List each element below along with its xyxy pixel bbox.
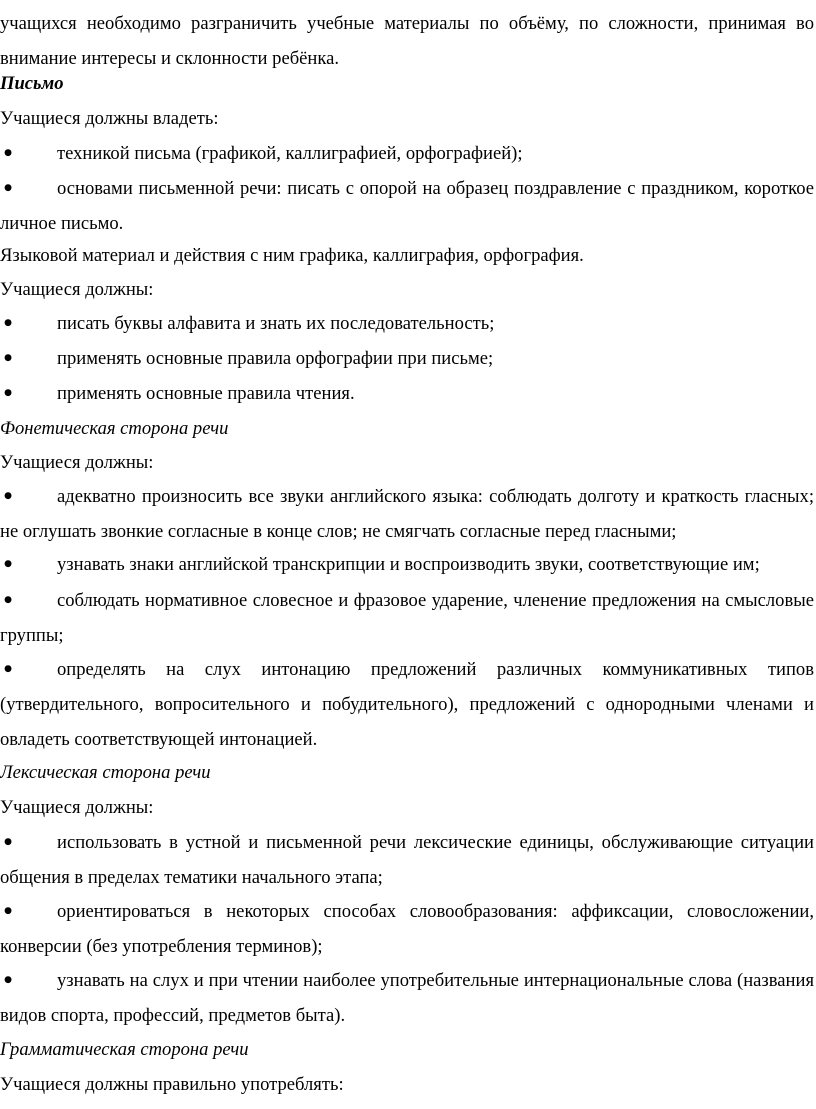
list-item bbox=[0, 376, 814, 411]
bullet-icon: ● bbox=[4, 837, 12, 847]
list-item bbox=[0, 963, 814, 1033]
list-item-text: адекватно произносить все звуки английского языка: соблюдать долготу и краткость гласных; не оглушать звонкие согласные в конце слов; не смягчать согласные перед гласными; bbox=[0, 486, 814, 542]
list-item-text: техникой письма (графикой, каллиграфией, орфографией); bbox=[57, 143, 523, 164]
intro-paragraph: учащихся необходимо разграничить учебные материалы по объёму, по сложности, принимая во внимание интересы и склонности ребёнка. bbox=[0, 13, 814, 69]
bullet-icon: ● bbox=[4, 559, 12, 569]
list-item-text: определять на слух интонацию предложений различных коммуникативных типов (утвердительного, вопросительного и побудительного), предложений с однородными членами и овладеть соответствующей интонацией. bbox=[0, 659, 814, 750]
list-item-text: узнавать знаки английской транскрипции и воспроизводить звуки, соответствующие им; bbox=[57, 554, 760, 575]
list-item-text: узнавать на слух и при чтении наиболее употребительные интернациональные слова (названия видов спорта, профессий, предметов быта). bbox=[0, 970, 814, 1026]
list-item bbox=[0, 341, 814, 376]
bullet-icon: ● bbox=[4, 664, 12, 674]
paragraph-dolzhny-2: Учащиеся должны: bbox=[0, 452, 154, 473]
paragraph-yazyk: Языковой материал и действия с ним графика, каллиграфия, орфография. bbox=[0, 245, 584, 266]
bullet-icon: ● bbox=[4, 318, 12, 328]
list-item bbox=[0, 479, 814, 549]
list-item bbox=[0, 825, 814, 895]
list-item-text: соблюдать нормативное словесное и фразовое ударение, членение предложения на смысловые группы; bbox=[0, 590, 814, 646]
list-item-text: ориентироваться в некоторых способах словообразования: аффиксации, словосложении, конверсии (без употребления терминов); bbox=[0, 901, 814, 957]
list-item bbox=[0, 171, 814, 241]
paragraph-upotreblyat: Учащиеся должны правильно употреблять: bbox=[0, 1074, 344, 1095]
list-item bbox=[0, 547, 814, 582]
list-item bbox=[0, 306, 814, 341]
bullet-icon: ● bbox=[4, 353, 12, 363]
list-item bbox=[0, 894, 814, 964]
list-item-text: основами письменной речи: писать с опорой на образец поздравление с праздником, короткое личное письмо. bbox=[0, 178, 814, 234]
bullet-icon: ● bbox=[4, 906, 12, 916]
heading-pismo: Письмо bbox=[0, 73, 64, 94]
list-item bbox=[0, 583, 814, 653]
bullet-icon: ● bbox=[4, 595, 12, 605]
heading-leksika: Лексическая сторона речи bbox=[0, 762, 211, 783]
paragraph-dolzhny-3: Учащиеся должны: bbox=[0, 797, 154, 818]
bullet-icon: ● bbox=[4, 148, 12, 158]
bullet-icon: ● bbox=[4, 491, 12, 501]
heading-grammatika: Грамматическая сторона речи bbox=[0, 1039, 249, 1060]
list-item-text: использовать в устной и письменной речи лексические единицы, обслуживающие ситуации общения в пределах тематики начального этапа; bbox=[0, 832, 814, 888]
heading-fonetika: Фонетическая сторона речи bbox=[0, 418, 229, 439]
list-item-text: применять основные правила орфографии при письме; bbox=[57, 348, 494, 369]
bullet-icon: ● bbox=[4, 975, 12, 985]
list-item bbox=[0, 136, 814, 171]
paragraph-vladet: Учащиеся должны владеть: bbox=[0, 108, 219, 129]
bullet-icon: ● bbox=[4, 183, 12, 193]
list-item-text: применять основные правила чтения. bbox=[57, 383, 355, 404]
bullet-icon: ● bbox=[4, 388, 12, 398]
paragraph-dolzhny-1: Учащиеся должны: bbox=[0, 279, 154, 300]
list-item bbox=[0, 652, 814, 757]
list-item-text: писать буквы алфавита и знать их последовательность; bbox=[57, 313, 495, 334]
